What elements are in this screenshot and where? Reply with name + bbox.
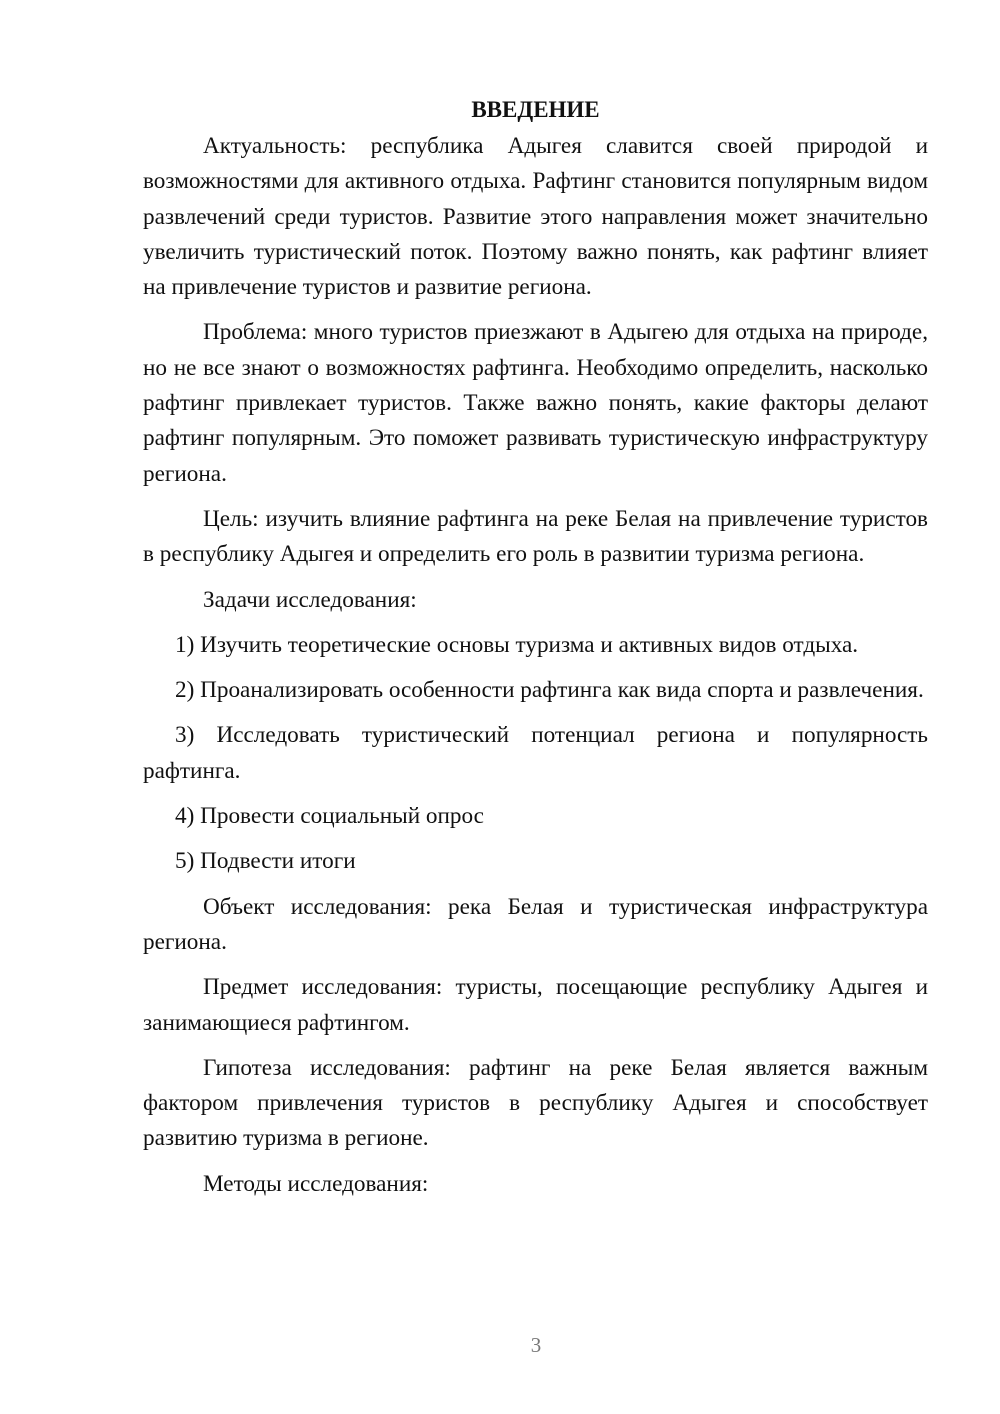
task-item-2: 2) Проанализировать особенности рафтинга как вида спорта и развлечения. [175, 677, 924, 704]
paragraph-object: Объект исследования: река Белая и туристическая инфраструктура региона. [143, 893, 928, 955]
paragraph-tasks-heading: Задачи исследования: [203, 586, 417, 613]
section-title: ВВЕДЕНИЕ [471, 97, 600, 122]
paragraph-methods: Методы исследования: [203, 1170, 429, 1197]
paragraph-hypothesis: Гипотеза исследования: рафтинг на реке Белая является важным фактором привлечения туристов в республику Адыгея и способствует развитию туризма в регионе. [143, 1054, 928, 1152]
task-item-5: 5) Подвести итоги [175, 848, 356, 875]
paragraph-relevance: Актуальность: республика Адыгея славится своей природой и возможностями для активного отдыха. Рафтинг становится популярным видом развлечений среди туристов. Развитие этого направления может значительно увеличить туристический поток. Поэтому важно понять, как рафтинг влияет на привлечение туристов и развитие региона. [143, 133, 928, 301]
page-number: 3 [530, 1333, 542, 1357]
task-item-4: 4) Провести социальный опрос [175, 803, 484, 830]
paragraph-subject: Предмет исследования: туристы, посещающие республику Адыгея и занимающиеся рафтингом. [143, 974, 928, 1036]
paragraph-problem: Проблема: много туристов приезжают в Адыгею для отдыха на природе, но не все знают о возможностях рафтинга. Необходимо определить, насколько рафтинг привлекает туристов. Также важно понять, какие факторы делают рафтинг популярным. Это поможет развивать туристическую инфраструктуру региона. [143, 319, 928, 487]
paragraph-goal: Цель: изучить влияние рафтинга на реке Белая на привлечение туристов в республику Адыгея и определить его роль в развитии туризма региона. [143, 505, 928, 568]
document-page [143, 92, 928, 1212]
task-item-3: 3) Исследовать туристический потенциал региона и популярность рафтинга. [143, 722, 928, 784]
task-item-1: 1) Изучить теоретические основы туризма и активных видов отдыха. [175, 631, 859, 658]
